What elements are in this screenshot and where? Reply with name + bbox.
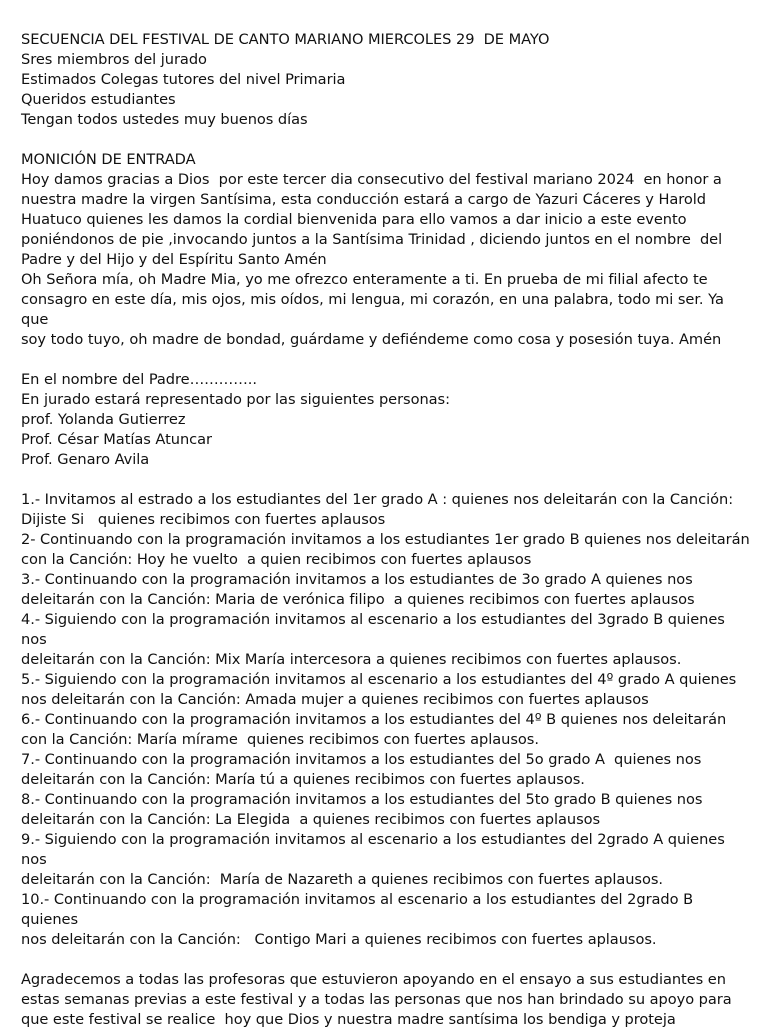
program-item-line: 6.- Continuando con la programación invitamos a los estudiantes del 4º B quienes nos deleitarán [21,711,727,728]
paragraph-line: poniéndonos de pie ,invocando juntos a la Santísima Trinidad , diciendo juntos en el nombre del [21,231,723,248]
paragraph-spacer [21,950,752,970]
paragraph-line: nuestra madre la virgen Santísima, esta conducción estará a cargo de Yazuri Cáceres y Harold [21,191,706,208]
program-item-line: 5.- Siguiendo con la programación invitamos al escenario a los estudiantes del 4º grado A quienes [21,671,737,688]
paragraph-line: En jurado estará representado por las siguientes personas: [21,391,450,408]
program-item-line: deleitarán con la Canción: La Elegida a quienes recibimos con fuertes aplausos [21,811,601,828]
program-item-line: nos deleitarán con la Canción: Contigo Mari a quienes recibimos con fuertes aplausos. [21,931,657,948]
paragraph-line: consagro en este día, mis ojos, mis oídos, mi lengua, mi corazón, en una palabra, todo mi ser. Ya que [21,291,729,328]
program-item-line: 7.- Continuando con la programación invitamos a los estudiantes del 5o grado A quienes nos [21,751,702,768]
paragraph-line: estas semanas previas a este festival y a todas las personas que nos han brindado su apoyo para [21,991,732,1008]
paragraph-line: soy todo tuyo, oh madre de bondad, guárdame y defiéndeme como cosa y posesión tuya. Amén [21,331,722,348]
document-title: SECUENCIA DEL FESTIVAL DE CANTO MARIANO MIERCOLES 29 DE MAYO [21,31,550,48]
greeting-line: Queridos estudiantes [21,91,176,108]
paragraph-line: Hoy damos gracias a Dios por este tercer dia consecutivo del festival mariano 2024 en honor a [21,171,722,188]
paragraph-spacer [21,470,752,490]
program-item-line: deleitarán con la Canción: Maria de verónica filipo a quienes recibimos con fuertes aplausos [21,591,695,608]
program-item-line: deleitarán con la Canción: María de Nazareth a quienes recibimos con fuertes aplausos. [21,871,663,888]
program-item-line: deleitarán con la Canción: Mix María intercesora a quienes recibimos con fuertes aplausos. [21,651,682,668]
program-item-line: 9.- Siguiendo con la programación invitamos al escenario a los estudiantes del 2grado A quienes nos [21,831,730,868]
jury-member: Prof. Genaro Avila [21,451,150,468]
program-item-line: 3.- Continuando con la programación invitamos a los estudiantes de 3o grado A quienes nos [21,571,693,588]
jurado-section [21,370,752,470]
paragraph-line: Oh Señora mía, oh Madre Mia, yo me ofrezco enteramente a ti. En prueba de mi filial afecto te [21,271,708,288]
program-item-line: nos deleitarán con la Canción: Amada mujer a quienes recibimos con fuertes aplausos [21,691,649,708]
program-item-line: Dijiste Si quienes recibimos con fuertes aplausos [21,511,386,528]
monicion-section [21,150,752,350]
greeting-line: Estimados Colegas tutores del nivel Primaria [21,71,346,88]
program-section [21,490,752,950]
paragraph-spacer [21,350,752,370]
jury-member: prof. Yolanda Gutierrez [21,411,186,428]
program-item-line: 8.- Continuando con la programación invitamos a los estudiantes del 5to grado B quienes nos [21,791,703,808]
paragraph-line: Huatuco quienes les damos la cordial bienvenida para ello vamos a dar inicio a este evento [21,211,687,228]
program-item-line: 10.- Continuando con la programación invitamos al escenario a los estudiantes del 2grado B quienes [21,891,698,928]
paragraph-line: Padre y del Hijo y del Espíritu Santo Amén [21,251,327,268]
paragraph-line: que este festival se realice hoy que Dios y nuestra madre santísima los bendiga y proteja [21,1011,676,1028]
program-item-line: 2- Continuando con la programación invitamos a los estudiantes 1er grado B quienes nos deleitarán [21,531,750,548]
document-header [21,30,752,130]
section-heading: MONICIÓN DE ENTRADA [21,151,196,168]
greeting-line: Tengan todos ustedes muy buenos días [21,111,308,128]
paragraph-spacer [21,130,752,150]
program-item-line: 1.- Invitamos al estrado a los estudiantes del 1er grado A : quienes nos deleitarán con la Canción: [21,491,734,508]
program-item-line: con la Canción: María mírame quienes recibimos con fuertes aplausos. [21,731,539,748]
program-item-line: con la Canción: Hoy he vuelto a quien recibimos con fuertes aplausos [21,551,532,568]
program-item-line: deleitarán con la Canción: María tú a quienes recibimos con fuertes aplausos. [21,771,585,788]
program-item-line: 4.- Siguiendo con la programación invitamos al escenario a los estudiantes del 3grado B quienes nos [21,611,730,648]
greeting-line: Sres miembros del jurado [21,51,207,68]
jury-member: Prof. César Matías Atuncar [21,431,212,448]
paragraph-line: En el nombre del Padre………….. [21,371,257,388]
paragraph-line: Agradecemos a todas las profesoras que estuvieron apoyando en el ensayo a sus estudiantes en [21,971,726,988]
closing-section [21,970,752,1030]
